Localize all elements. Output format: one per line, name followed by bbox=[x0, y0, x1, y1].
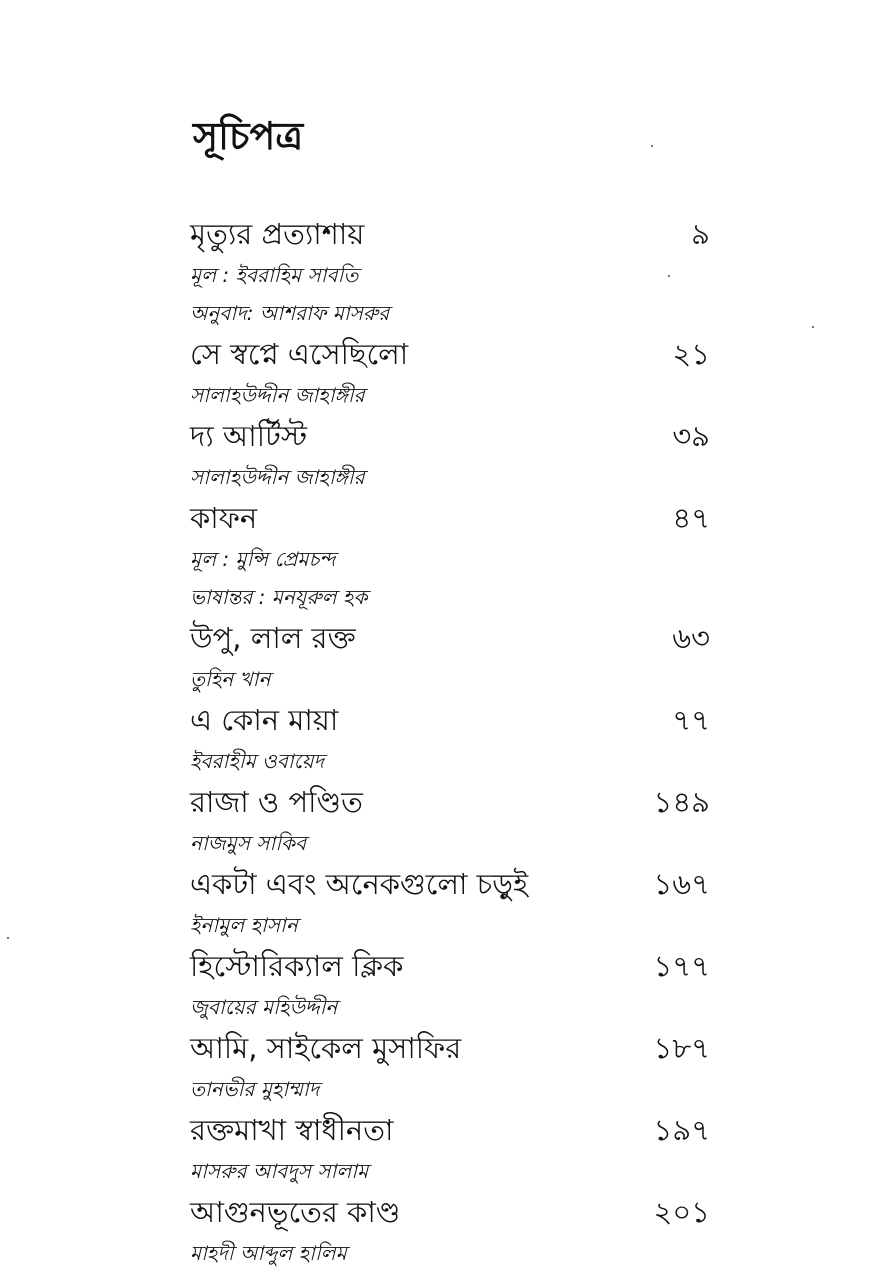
entry-title: সে স্বপ্নে এসেছিলো bbox=[190, 337, 409, 371]
toc-entry bbox=[190, 1190, 710, 1272]
entry-author-credit: তুহিন খান bbox=[190, 667, 271, 691]
entry-page-number: ৯ bbox=[691, 217, 710, 251]
toc-entry bbox=[190, 332, 710, 414]
entry-author-credit: মূল : ইবরাহিম সাবতি bbox=[190, 263, 359, 287]
toc-entry bbox=[190, 1026, 710, 1108]
toc-entry-row bbox=[190, 698, 710, 742]
entry-page-number: ১৮৭ bbox=[653, 1031, 710, 1065]
entry-title: কাফন bbox=[190, 501, 258, 535]
entry-page-number: ১৬৭ bbox=[653, 867, 710, 901]
toc-entry-row bbox=[190, 944, 710, 988]
toc-entry-row bbox=[190, 1190, 710, 1234]
toc-entry-row bbox=[190, 496, 710, 540]
entry-page-number: ৬৩ bbox=[672, 621, 710, 655]
entry-page-number: ১৭৭ bbox=[653, 949, 710, 983]
entry-author-credit: মূল : মুন্সি প্রেমচন্দ bbox=[190, 547, 336, 571]
entry-page-number: ২০১ bbox=[653, 1195, 710, 1229]
entry-title: রক্তমাখা স্বাধীনতা bbox=[190, 1113, 394, 1147]
toc-entry-row bbox=[190, 616, 710, 660]
entry-author-credit: সালাহউদ্দীন জাহাঙ্গীর bbox=[190, 383, 365, 407]
entry-author-credit: ইবরাহীম ওবায়েদ bbox=[190, 749, 325, 773]
toc-entry bbox=[190, 944, 710, 1026]
toc-entry-row bbox=[190, 862, 710, 906]
toc-entry bbox=[190, 414, 710, 496]
toc-entry-row bbox=[190, 212, 710, 256]
entry-author-credit: মাহদী আব্দুল হালিম bbox=[190, 1241, 347, 1265]
toc-entry bbox=[190, 1108, 710, 1190]
entry-page-number: ৭৭ bbox=[672, 703, 710, 737]
page-title: সূচিপত্র bbox=[193, 114, 304, 158]
entry-page-number: ৩৯ bbox=[672, 419, 710, 453]
entry-page-number: ২১ bbox=[672, 337, 710, 371]
entry-page-number: ১৪৯ bbox=[653, 785, 710, 819]
toc-entry bbox=[190, 780, 710, 862]
toc-entry bbox=[190, 862, 710, 944]
entry-author-credit: মাসরুর আবদুস সালাম bbox=[190, 1159, 369, 1183]
toc-entry-row bbox=[190, 1108, 710, 1152]
entry-title: দ্য আর্টিস্ট bbox=[190, 419, 308, 453]
entry-title: উপু, লাল রক্ত bbox=[190, 621, 356, 655]
entry-title: আগুনভূতের কাণ্ড bbox=[190, 1195, 401, 1229]
toc-entry-row bbox=[190, 780, 710, 824]
entry-author-credit: সালাহউদ্দীন জাহাঙ্গীর bbox=[190, 465, 365, 489]
entry-title: মৃত্যুর প্রত্যাশায় bbox=[190, 217, 365, 251]
toc-entry-row bbox=[190, 332, 710, 376]
toc-entry bbox=[190, 496, 710, 616]
entry-title: একটা এবং অনেকগুলো চড়ুই bbox=[190, 867, 529, 901]
entry-page-number: ৪৭ bbox=[672, 501, 710, 535]
entry-title: রাজা ও পণ্ডিত bbox=[190, 785, 363, 819]
toc-entry-row bbox=[190, 414, 710, 458]
entry-title: এ কোন মায়া bbox=[190, 703, 339, 737]
entry-title: আমি, সাইকেল মুসাফির bbox=[190, 1031, 462, 1065]
entry-author-credit: ইনামুল হাসান bbox=[190, 913, 298, 937]
entry-author-credit: তানভীর মুহাম্মাদ bbox=[190, 1077, 320, 1101]
toc-entry bbox=[190, 698, 710, 780]
entry-author-credit: ভাষান্তর : মনযূরুল হক bbox=[190, 585, 368, 609]
toc-entry bbox=[190, 616, 710, 698]
entry-author-credit: জুবায়ের মহিউদ্দীন bbox=[190, 995, 338, 1019]
entry-page-number: ১৯৭ bbox=[653, 1113, 710, 1147]
entry-author-credit: অনুবাদ: আশরাফ মাসরুর bbox=[190, 301, 390, 325]
entry-title: হিস্টোরিক্যাল ক্লিক bbox=[190, 949, 404, 983]
toc-entry bbox=[190, 212, 710, 332]
table-of-contents bbox=[190, 212, 710, 1272]
entry-author-credit: নাজমুস সাকিব bbox=[190, 831, 307, 855]
toc-entry-row bbox=[190, 1026, 710, 1070]
